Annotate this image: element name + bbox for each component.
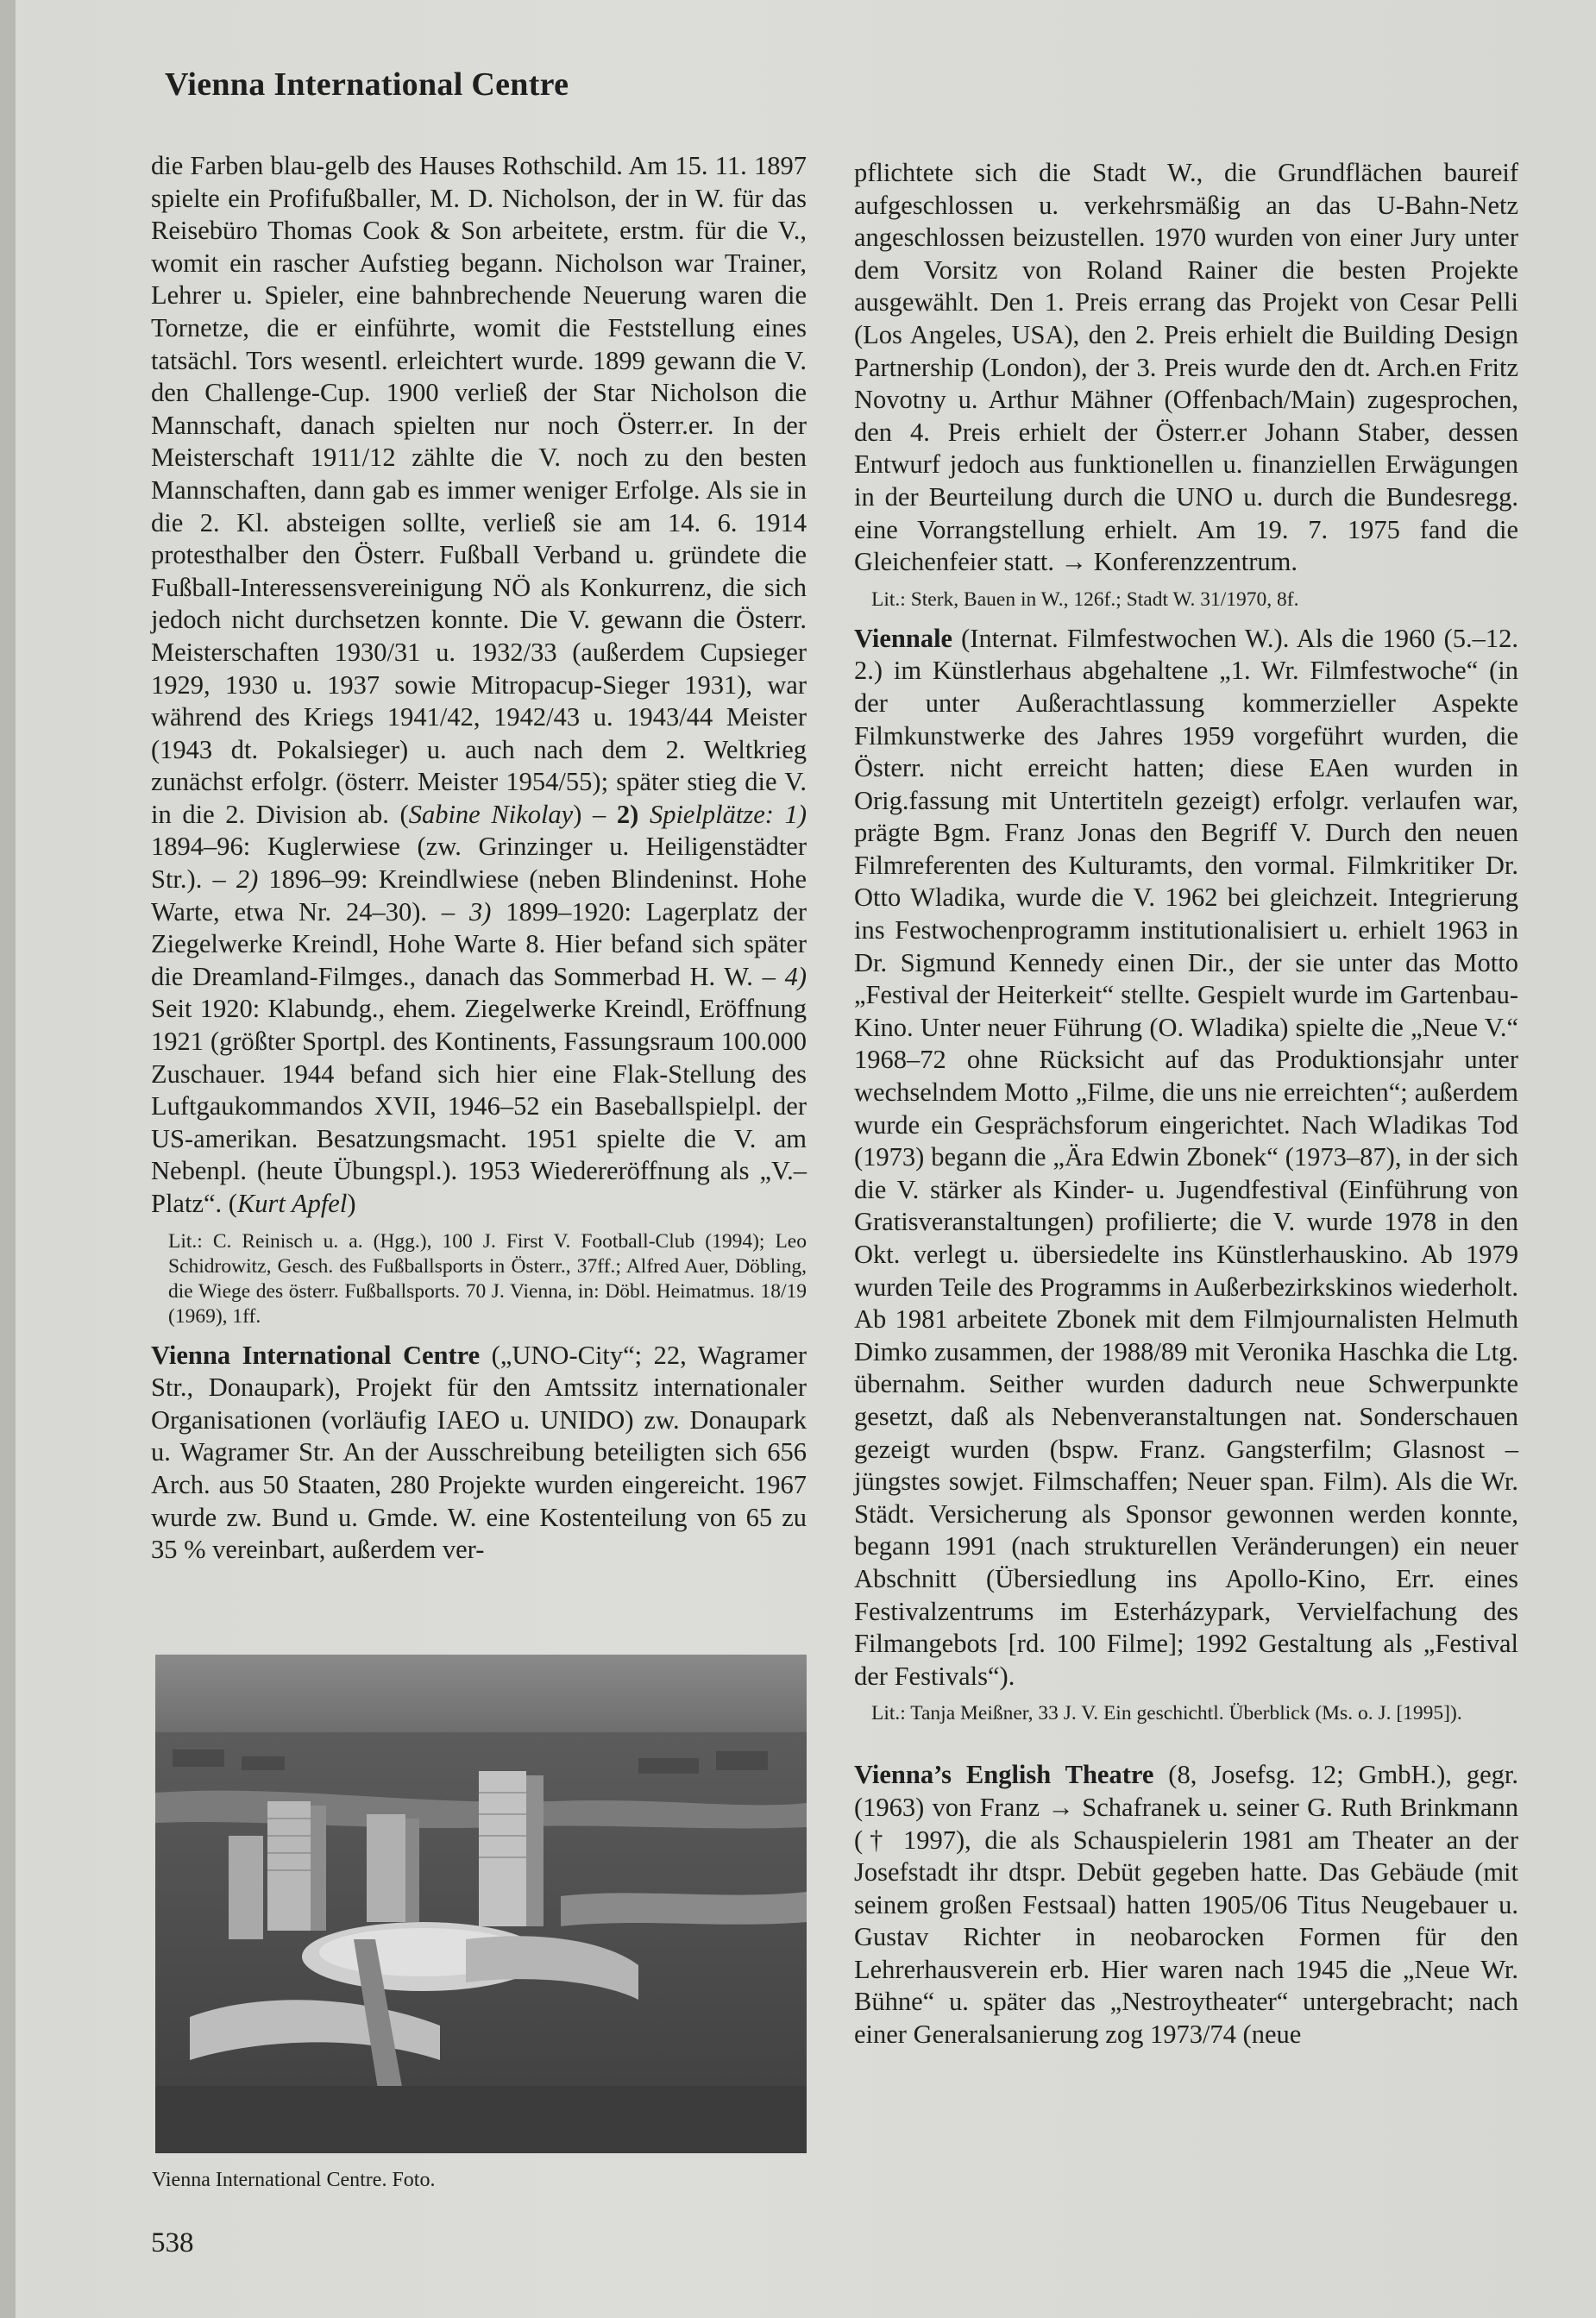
photo-caption: Vienna International Centre. Foto. [152,2169,436,2191]
viennale-entry: Viennale (Internat. Filmfestwochen W.). Als die 1960 (5.–12. 2.) im Künstlerhaus abgehaltene „1. Wr. Filmfestwoche“ (in der unter Außerachtlassung kommerzieller Aspekte Filmkunstwerke des Jahres 1959 vorgeführt wurden, die Österr. nicht erreicht hatten; diese EAen wurden in Orig.fassung mit Untertiteln gezeigt) erfolgr. verlaufen war, prägte Bgm. Franz Jonas den Begriff V. Durch den neuen Filmreferenten des Kulturamts, den vormal. Filmkritiker Dr. Otto Wladika, wurde die V. 1962 bei gleichzeit. Integrierung ins Festwochenprogramm institutionalisiert u. erhielt 1963 in Dr. Sigmund Kennedy einen Dir., der sie unter das Motto „Festival der Heiterkeit“ stellte. Gespielt wurde im Gartenbau-Kino. Unter neuer Führung (O. Wladika) spielte die „Neue V.“ 1968–72 ohne Rücksicht auf das Produktionsjahr unter wechselndem Motto „Filme, die uns nie erreichten“; außerdem wurde ein Gesprächsforum eingerichtet. Nach Wladikas Tod (1973) begann die „Ära Edwin Zbonek“ (1973–87), in der sich die V. stärker als Kinder- u. Jugendfestival (Einführung von Gratisveranstaltungen) profilierte; die V. wurde 1978 in den Okt. verlegt u. übersiedelte ins Künstlerhauskino. Ab 1979 wurden Teile des Programms in Außerbezirkskinos wiederholt. Ab 1981 arbeitete Zbonek mit dem Filmjournalisten Helmuth Dimko zusammen, der 1988/89 mit Veronika Haschka die Ltg. übernahm. Seither wurden dadurch neue Schwerpunkte gesetzt, daß als Nebenveranstaltungen nat. Sonderschauen gezeigt wurden (bspw. Franz. Gangsterfilm; Glasnost – jüngstes sowjet. Filmschaffen; Neuer span. Film). Als die Wr. Städt. Versicherung als Sponsor gewonnen werden konnte, begann 1991 (nach strukturellen Veränderungen) ein neuer Abschnitt (Übersiedlung ins Apollo-Kino, Err. eines Festivalzentrums im Esterházypark, Vervielfachung des Filmangebots [rd. 100 Filme]; 1992 Gestaltung als „Festival der Festivals“). [854,623,1518,1691]
running-head: Vienna International Centre [165,66,569,103]
vic-entry-continued: pflichtete sich die Stadt W., die Grundflächen baureif aufgeschlossen u. verkehrsmäßig an das U-Bahn-Netz angeschlossen beizustellen. 1970 wurden von einer Jury unter dem Vorsitz von Roland Rainer die besten Projekte ausgewählt. Den 1. Preis errang das Projekt von Cesar Pelli (Los Angeles, USA), den 2. Preis erhielt die Building Design Partnership (London), der 3. Preis wurde den dt. Arch.en Fritz Novotny u. Arthur Mähner (Offenbach/Main) zugesprochen, den 4. Preis erhielt der Österr.er Johann Staber, dessen Entwurf jedoch aus funktionellen u. finanziellen Erwägungen in der Beurteilung durch die UNO u. durch die Bundesregg. eine Vorrangstellung erhielt. Am 19. 7. 1975 fand die Gleichenfeier statt. → Konferenzzentrum. [854,158,1518,577]
entry-title: Vienna International Centre [151,1340,481,1370]
right-column [854,157,1518,2051]
spacer [854,1737,1518,1759]
literature-note: Lit.: Sterk, Bauen in W., 126f.; Stadt W. 31/1970, 8f. [871,587,1299,611]
book-page [16,0,1596,2318]
page-number: 538 [151,2227,194,2258]
left-column [151,150,807,1567]
entry-title: Viennale [854,623,953,653]
vic-photo [155,1655,807,2153]
english-theatre-entry: Vienna’s English Theatre (8, Josefsg. 12; GmbH.), gegr. (1963) von Franz → Schafranek u. seiner G. Ruth Brinkmann († 1997), die als Schauspielerin 1981 am Theater an der Josefstadt ihr dtspr. Debüt gegeben hatte. Das Gebäude (mit seinem großen Festsaal) hatten 1905/06 Titus Neugebauer u. Gustav Richter in neobarocken Formen für den Lehrerhausverein erb. Hier waren nach 1945 die „Neue Wr. Bühne“ u. später das „Nestroytheater“ untergebracht; nach einer Generalsanierung zog 1973/74 (neue [854,1760,1518,2050]
vienna-club-paragraph: die Farben blau-gelb des Hauses Rothschild. Am 15. 11. 1897 spielte ein Profifußballer, M. D. Nicholson, der in W. für das Reisebüro Thomas Cook & Son arbeitete, erstm. für die V., womit ein rascher Aufstieg begann. Nicholson war Trainer, Lehrer u. Spieler, eine bahnbrechende Neuerung waren die Tornetze, die er einführte, womit die Feststellung eines tatsächl. Tors wesentl. erleichtert wurde. 1899 gewann die V. den Challenge-Cup. 1900 verließ der Star Nicholson die Mannschaft, danach spielten nur noch Österr.er. In der Meisterschaft 1911/12 zählte die V. noch zu den besten Mannschaften, dann gab es immer weniger Erfolge. Als sie in die 2. Kl. absteigen sollte, verließ sie am 14. 6. 1914 protesthalber den Österr. Fußball Verband u. gründete die Fußball-Interessensvereinigung NÖ als Konkurrenz, die sich jedoch nicht durchsetzen konnte. Die V. gewann die Österr. Meisterschaften 1930/31 u. 1932/33 (außerdem Cupsieger 1929, 1930 u. 1937 sowie Mitropacup-Sieger 1931), war während des Kriegs 1941/42, 1942/43 u. 1943/44 Meister (1943 dt. Pokalsieger) u. auch nach dem 2. Weltkrieg zunächst erfolgr. (österr. Meister 1954/55); später stieg die V. in die 2. Division ab. (Sabine Nikolay) – 2) Spielplätze: 1) 1894–96: Kuglerwiese (zw. Grinzinger u. Heiligenstädter Str.). – 2) 1896–99: Kreindlwiese (neben Blindeninst. Hohe Warte, etwa Nr. 24–30). – 3) 1899–1920: Lagerplatz der Ziegelwerke Kreindl, Hohe Warte 8. Hier befand sich später die Dreamland-Filmges., danach das Sommerbad H. W. – 4) Seit 1920: Klabundg., ehem. Ziegelwerke Kreindl, Eröffnung 1921 (größter Sportpl. des Kontinents, Fassungsraum 100.000 Zuschauer. 1944 befand sich hier eine Flak-Stellung des Luftgaukommandos XVII, 1946–52 ein Baseballspielpl. der US-amerikan. Besatzungsmacht. 1951 spielte die V. am Nebenpl. (heute Übungspl.). 1953 Wiedereröffnung als „V.–Platz“. (Kurt Apfel) [151,151,807,1218]
literature-note: Lit.: Tanja Meißner, 33 J. V. Ein geschichtl. Überblick (Ms. o. J. [1995]). [871,1702,1462,1725]
literature-note: Lit.: C. Reinisch u. a. (Hgg.), 100 J. First V. Football-Club (1994); Leo Schidrowitz, Gesch. des Fußballsports in Österr., 37ff.; Alfred Auer, Döbling, die Wiege des österr. Fußballsports. 70 J. Vienna, in: Döbl. Heimatmus. 18/19 (1969), 1ff. [168,1229,807,1328]
entry-title: Vienna’s English Theatre [854,1760,1154,1790]
vic-entry: Vienna International Centre („UNO-City“; 22, Wagramer Str., Donaupark), Projekt für den Amtssitz internationaler Organisationen (vorläufig IAEO u. UNIDO) zw. Donaupark u. Wagramer Str. An der Ausschreibung beteiligten sich 656 Arch. aus 50 Staaten, 280 Projekte wurden eingereicht. 1967 wurde zw. Bund u. Gmde. W. eine Kostenteilung von 65 zu 35 % vereinbart, außerdem ver- [151,1340,807,1565]
